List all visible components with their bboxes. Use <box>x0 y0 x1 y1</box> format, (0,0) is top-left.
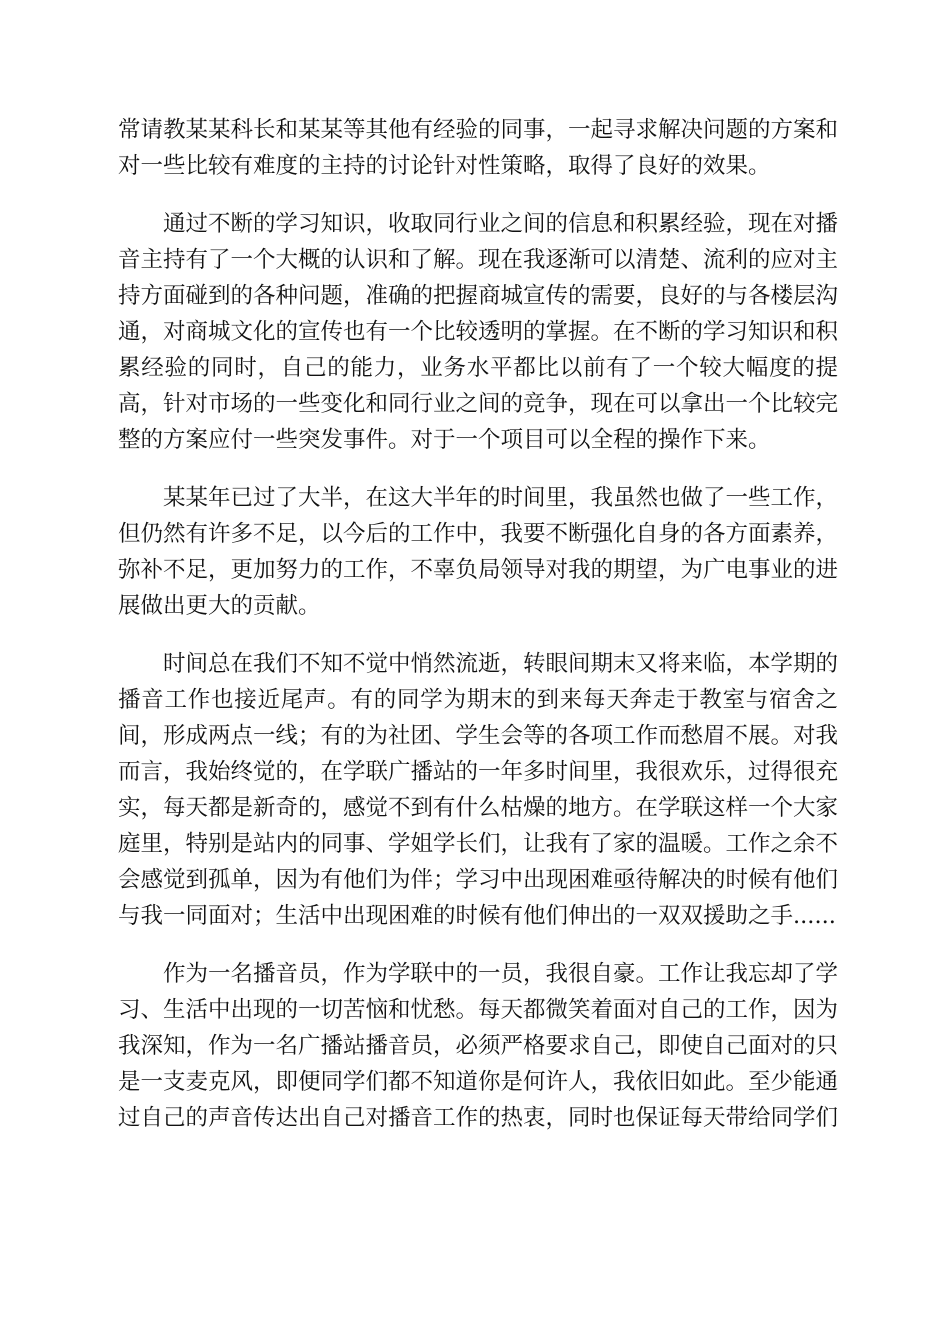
paragraph-4: 时间总在我们不知不觉中悄然流逝，转眼间期末又将来临，本学期的播音工作也接近尾声。有的同学为期末的到来每天奔走于教室与宿舍之间，形成两点一线；有的为社团、学生会等的各项工作而愁眉不展。对我而言，我始终觉的，在学联广播站的一年多时间里，我很欢乐，过得很充实，每天都是新奇的，感觉不到有什么枯燥的地方。在学联这样一个大家庭里，特别是站内的同事、学姐学长们，让我有了家的温暖。工作之余不会感觉到孤单，因为有他们为伴；学习中出现困难亟待解决的时候有他们与我一同面对；生活中出现困难的时候有他们伸出的一双双援助之手...... <box>118 651 839 929</box>
paragraph-2: 通过不断的学习知识，收取同行业之间的信息和积累经验，现在对播音主持有了一个大概的认识和了解。现在我逐渐可以清楚、流利的应对主持方面碰到的各种问题，准确的把握商城宣传的需要，良好的与各楼层沟通，对商城文化的宣传也有一个比较透明的掌握。在不断的学习知识和积累经验的同时，自己的能力，业务水平都比以前有了一个较大幅度的提高，针对市场的一些变化和同行业之间的竞争，现在可以拿出一个比较完整的方案应付一些突发事件。对于一个项目可以全程的操作下来。 <box>118 211 839 453</box>
document-page <box>118 112 838 1158</box>
paragraph-3: 某某年已过了大半，在这大半年的时间里，我虽然也做了一些工作，但仍然有许多不足，以今后的工作中，我要不断强化自身的各方面素养，弥补不足，更加努力的工作，不辜负局领导对我的期望，为广电事业的进展做出更大的贡献。 <box>118 485 839 619</box>
paragraph-5: 作为一名播音员，作为学联中的一员，我很自豪。工作让我忘却了学习、生活中出现的一切苦恼和忧愁。每天都微笑着面对自己的工作，因为我深知，作为一名广播站播音员，必须严格要求自己，即使自己面对的只是一支麦克风，即便同学们都不知道你是何许人，我依旧如此。至少能通过自己的声音传达出自己对播音工作的热衷，同时也保证每天带给同学们 <box>118 961 839 1131</box>
paragraph-1: 常请教某某科长和某某等其他有经验的同事，一起寻求解决问题的方案和对一些比较有难度的主持的讨论针对性策略，取得了良好的效果。 <box>118 117 839 179</box>
